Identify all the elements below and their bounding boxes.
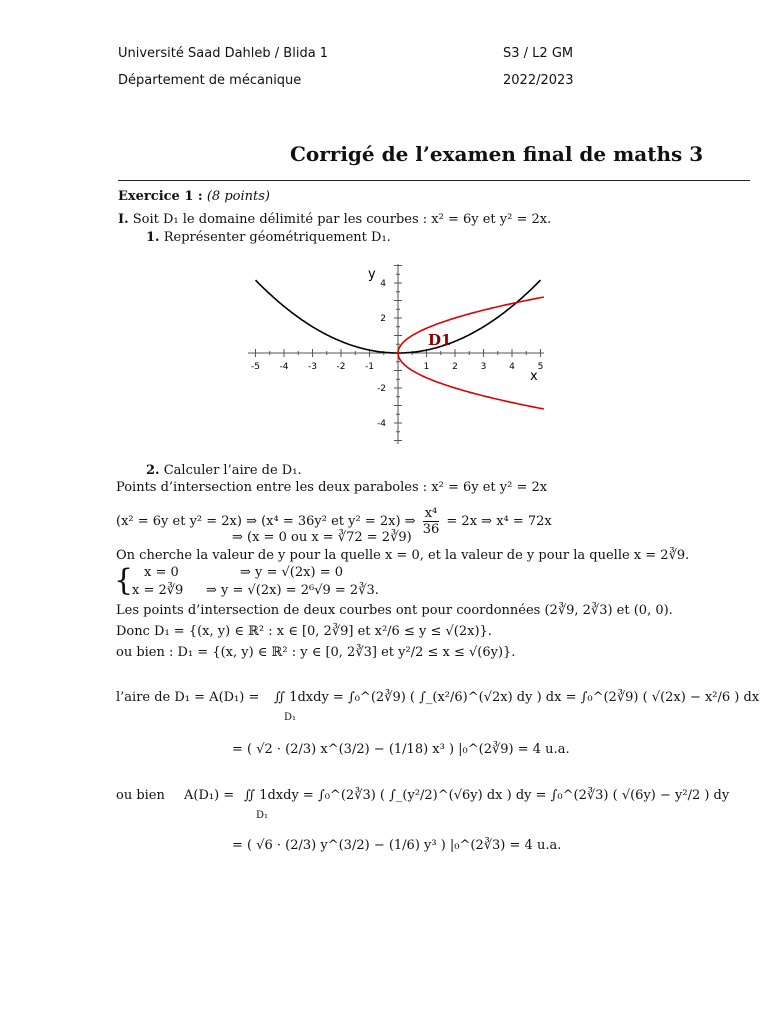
title-divider [118, 180, 750, 181]
y-tick-labels [377, 279, 386, 429]
part-i-text: Soit D₁ le domaine délimité par les courbes : x² = 6y et y² = 2x. [132, 212, 552, 227]
area-1-result: = ( √2 · (2/3) x^(3/2) − (1/18) x³ ) |₀^(2∛9) = 4 u.a. [232, 742, 570, 757]
question-2 [146, 463, 302, 478]
area-2-lhs: A(D₁) = [184, 788, 235, 803]
y-tick-label: 4 [380, 279, 386, 289]
university-name: Université Saad Dahleb / Blida 1 [118, 46, 329, 61]
x-axis-label: x [530, 369, 538, 384]
question-1-text: Représenter géométriquement D₁. [163, 230, 391, 245]
question-1-number: 1. [146, 230, 160, 245]
question-1 [146, 230, 391, 245]
fraction-x4-36 [423, 506, 440, 537]
x-tick-label: -4 [279, 362, 289, 372]
page-title: Corrigé de l’examen final de maths 3 [290, 142, 704, 166]
area-1-domain-subscript: D₁ [284, 712, 297, 723]
x-tick-label: -5 [251, 362, 260, 372]
solution-line-7: Donc D₁ = {(x, y) ∈ ℝ² : x ∈ [0, 2∛9] et x²/6 ≤ y ≤ √(2x)}. [116, 624, 492, 639]
system-brace: { [114, 563, 134, 598]
x-tick-label: 1 [423, 362, 430, 372]
area-2-result: = ( √6 · (2/3) y^(3/2) − (1/6) y³ ) |₀^(2∛3) = 4 u.a. [232, 838, 562, 853]
y-tick-label: 2 [380, 314, 386, 324]
solution-line-3: ⇒ (x = 0 ou x = ∛72 = 2∛9) [232, 530, 412, 545]
x-tick-label: -3 [308, 362, 317, 372]
solution-line-1: Points d’intersection entre les deux paraboles : x² = 6y et y² = 2x [116, 480, 548, 495]
domain-graph [240, 258, 560, 450]
x-tick-label: -2 [336, 362, 346, 372]
area-1-integral: ∬ 1dxdy = ∫₀^(2∛9) ( ∫_(x²/6)^(√2x) dy ) dx = ∫₀^(2∛9) ( √(2x) − x²/6 ) dx [274, 690, 760, 705]
question-2-number: 2. [146, 463, 160, 478]
part-i-statement [118, 212, 551, 227]
y-tick-label: -4 [377, 419, 386, 429]
solution-line-6: Les points d’intersection de deux courbes ont pour coordonnées (2∛9, 2∛3) et (0, 0). [116, 603, 673, 618]
academic-year: 2022/2023 [503, 73, 574, 88]
system-row-1-left: x = 0 [144, 565, 179, 580]
course-level: S3 / L2 GM [503, 46, 574, 61]
x-tick-label: 3 [480, 362, 487, 372]
y-axis-label: y [368, 267, 376, 282]
area-2-domain-subscript: D₁ [256, 810, 269, 821]
solution-line-2-left: (x² = 6y et y² = 2x) ⇒ (x⁴ = 36y² et y² = 2x) ⇒ [116, 514, 416, 529]
solution-line-8: ou bien : D₁ = {(x, y) ∈ ℝ² : y ∈ [0, 2∛3] et y²/2 ≤ x ≤ √(6y)}. [116, 645, 516, 660]
system-row-2-right: ⇒ y = √(2x) = 2⁶√9 = 2∛3. [206, 583, 379, 598]
solution-line-4: On cherche la valeur de y pour la quelle x = 0, et la valeur de y pour la quelle x = 2∛9. [116, 548, 690, 563]
fraction-numerator: x⁴ [424, 506, 438, 521]
x-tick-label: 4 [509, 362, 515, 372]
y-tick-label: -2 [377, 384, 386, 394]
area-1-label: l’aire de D₁ = A(D₁) = [116, 690, 260, 705]
solution-line-2-right: = 2x ⇒ x⁴ = 72x [446, 514, 552, 529]
department-name: Département de mécanique [118, 73, 302, 88]
exercise-points: (8 points) [206, 189, 270, 204]
part-i-prefix: I. [118, 212, 129, 227]
area-2-integral: ∬ 1dxdy = ∫₀^(2∛3) ( ∫_(y²/2)^(√6y) dx ) dy = ∫₀^(2∛3) ( √(6y) − y²/2 ) dy [244, 788, 730, 803]
system-row-2-left: x = 2∛9 [132, 583, 184, 598]
exercise-label: Exercice 1 : [118, 189, 203, 204]
fraction-denominator: 36 [422, 522, 440, 537]
system-row-1-right: ⇒ y = √(2x) = 0 [240, 565, 343, 580]
question-2-text: Calculer l’aire de D₁. [163, 463, 302, 478]
x-tick-label: -1 [365, 362, 374, 372]
x-tick-label: 5 [537, 362, 544, 372]
region-label: D1 [428, 331, 452, 349]
exercise-heading [118, 189, 270, 204]
area-2-label: ou bien [116, 788, 165, 803]
x-tick-label: 2 [452, 362, 458, 372]
